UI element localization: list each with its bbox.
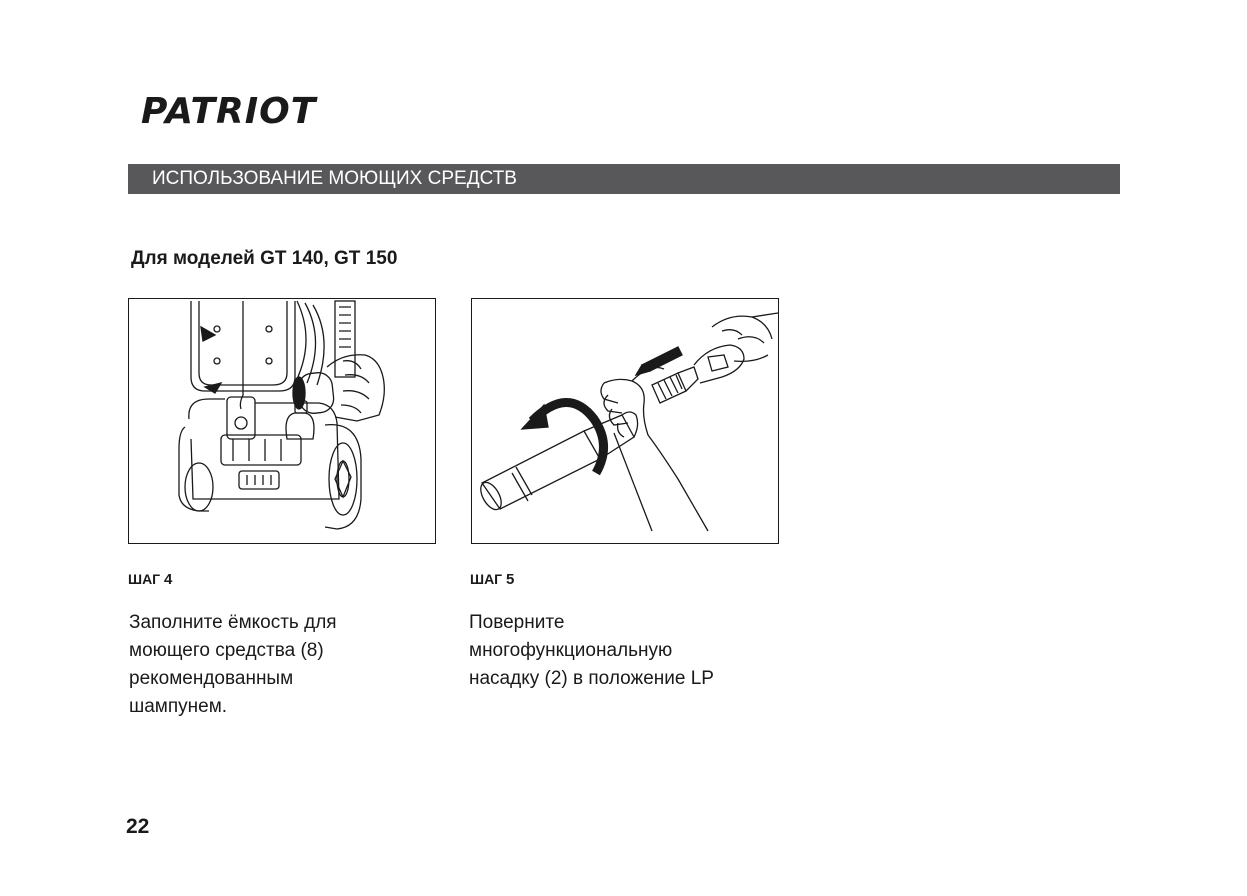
models-subtitle: Для моделей GT 140, GT 150 xyxy=(131,248,398,269)
step-5-line: многофункциональную xyxy=(469,640,673,661)
page-number: 22 xyxy=(126,815,150,838)
step-5-label-text: ШАГ xyxy=(470,571,503,587)
step-4-description xyxy=(129,609,459,721)
section-header-bar xyxy=(128,164,1120,194)
step-5-number: 5 xyxy=(506,571,515,588)
step-4-illustration xyxy=(128,298,436,544)
step-4-number: 4 xyxy=(164,571,173,588)
patriot-logo: PATRIOT xyxy=(141,91,317,132)
step-4-line: моющего средства (8) xyxy=(129,640,324,661)
step-5-illustration xyxy=(471,298,779,544)
section-title: ИСПОЛЬЗОВАНИЕ МОЮЩИХ СРЕДСТВ xyxy=(152,168,517,189)
step-5-label xyxy=(470,570,514,589)
step-4-line: Заполните ёмкость для xyxy=(129,612,337,633)
step-5-line: Поверните xyxy=(469,612,565,633)
step-5-description xyxy=(469,609,799,693)
step-4-line: рекомендованным xyxy=(129,668,294,689)
step-4-label xyxy=(128,570,172,589)
step-4-label-text: ШАГ xyxy=(128,571,161,587)
step-4-line: шампунем. xyxy=(129,696,228,717)
step-5-line: насадку (2) в положение LP xyxy=(469,668,714,689)
